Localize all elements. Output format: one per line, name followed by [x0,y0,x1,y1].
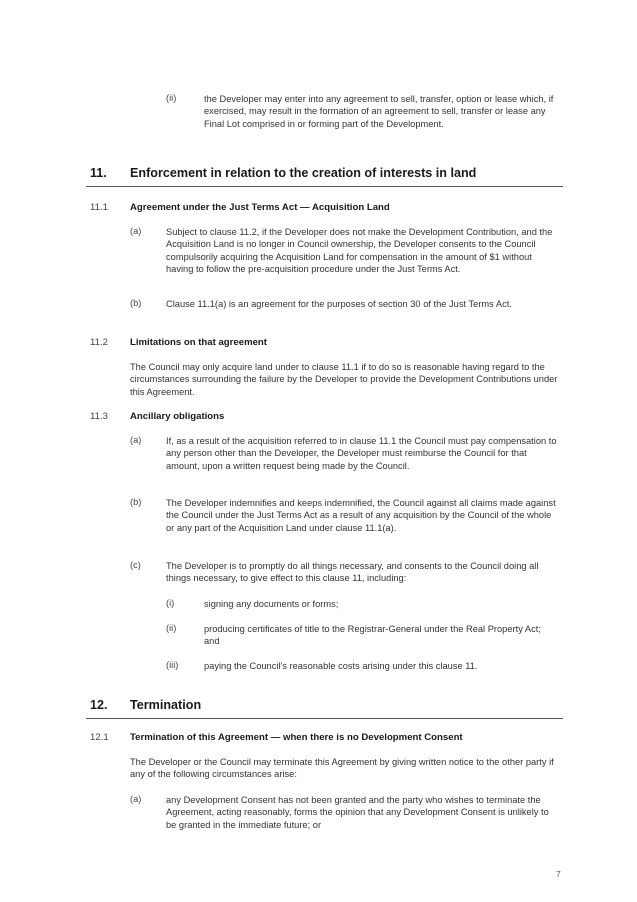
item-label: (b) [130,497,142,507]
clause-text: The Developer or the Council may terminate this Agreement by giving written notice to the other party if any of the following circumstances arise: [130,757,554,780]
clause-title: Ancillary obligations [130,411,225,422]
section-title: Termination [130,698,202,712]
item-text: the Developer may enter into any agreement to sell, transfer, option or lease which, if exercised, may result in the formation of an agreement to sell, transfer or lease any Final Lot comprised in or forming part of the Development. [204,94,554,129]
item-label: (a) [130,794,142,804]
clause-title: Agreement under the Just Terms Act — Acquisition Land [130,202,390,213]
item-label: (a) [130,226,142,236]
clause-number: 11.3 [90,411,108,422]
clause-number: 11.2 [90,337,108,348]
subitem-label: (ii) [166,623,177,633]
item-text: Subject to clause 11.2, if the Developer does not make the Development Contribution, and the Acquisition Land is no longer in Council ownership, the Developer consents to the Council compulsorily acquiring the Acquisition Land for compensation in the amount of $1 without having to follow the pre-acquisition procedure under the Just Terms Act. [166,227,553,275]
item-label: (c) [130,560,141,570]
item-label: (ii) [166,93,177,103]
section-number: 12. [90,698,108,712]
item-text: any Development Consent has not been granted and the party who wishes to terminate the Agreement, acting reasonably, forms the opinion that any Development Consent is unlikely to be granted in the immediate future; or [166,795,549,830]
item-text: If, as a result of the acquisition referred to in clause 11.1 the Council must pay compensation to any person other than the Developer, the Developer must reimburse the Council for that amount, upon a written request being made by the Council. [166,436,557,471]
subitem-text: producing certificates of title to the Registrar-General under the Real Property Act; and [204,624,541,647]
item-label: (a) [130,435,142,445]
clause-title: Limitations on that agreement [130,337,267,348]
item-text: The Developer indemnifies and keeps indemnified, the Council against all claims made against the Council under the Just Terms Act as a result of any acquisition by the Council of the whole or any part of the Acquisition Land under clause 11.1(a). [166,498,556,533]
section-divider [86,186,563,187]
item-text: The Developer is to promptly do all things necessary, and consents to the Council doing all things necessary, to give effect to this clause 11, including: [166,561,539,584]
section-title: Enforcement in relation to the creation of interests in land [130,166,477,180]
clause-title: Termination of this Agreement — when there is no Development Consent [130,732,463,743]
section-divider [86,718,563,719]
clause-number: 11.1 [90,202,108,213]
subitem-text: signing any documents or forms; [204,599,339,609]
subitem-label: (iii) [166,660,179,670]
item-text: Clause 11.1(a) is an agreement for the purposes of section 30 of the Just Terms Act. [166,299,512,309]
item-label: (b) [130,298,142,308]
clause-number: 12.1 [90,732,109,743]
subitem-label: (i) [166,598,175,608]
subitem-text: paying the Council's reasonable costs arising under this clause 11. [204,661,478,671]
page-number: 7 [556,869,561,879]
section-number: 11. [90,166,107,180]
clause-text: The Council may only acquire land under to clause 11.1 if to do so is reasonable having regard to the circumstances surrounding the failure by the Developer to provide the Development Contributions under this Agreement. [130,362,558,397]
